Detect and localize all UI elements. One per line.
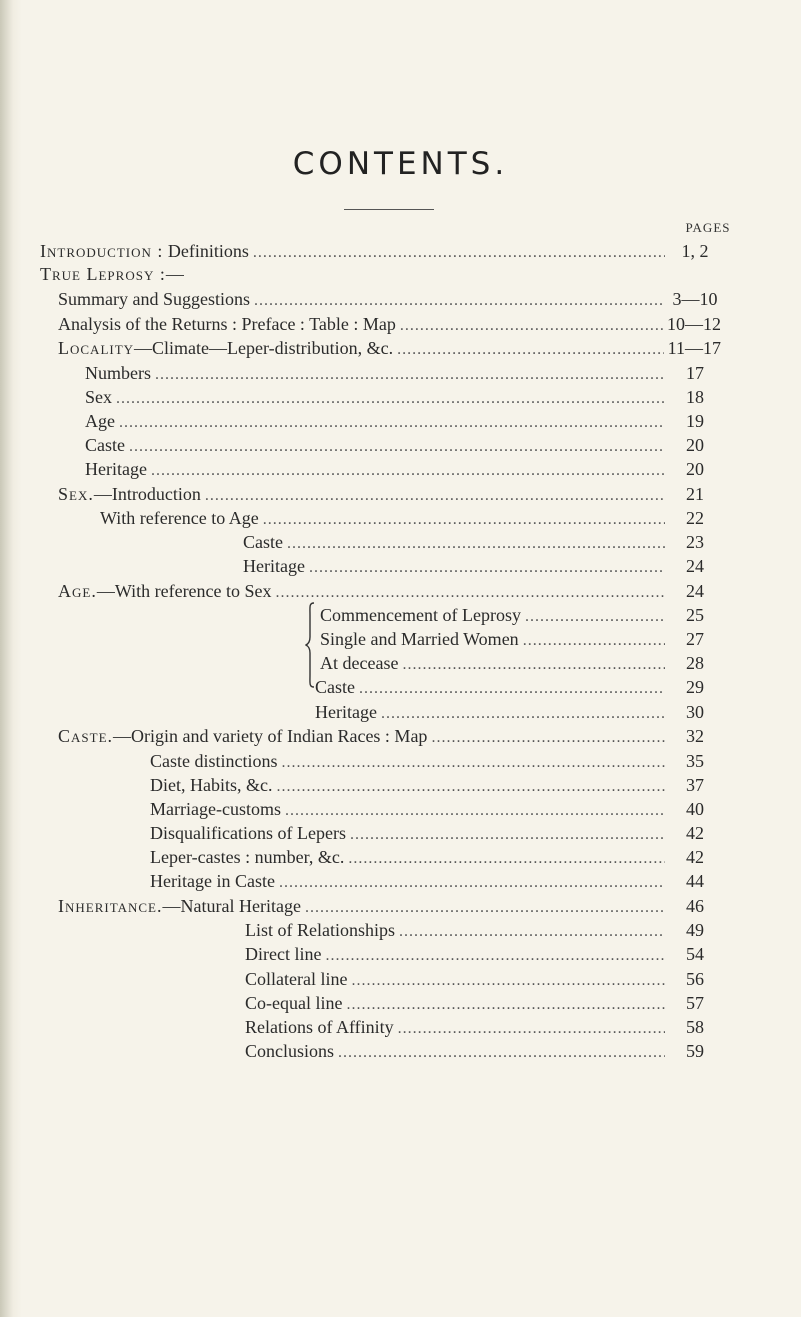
brace-icon: [305, 601, 315, 689]
section-heading: Introduction :: [40, 241, 164, 261]
toc-entry-label: Heritage: [85, 459, 147, 479]
toc-entry-locality: [58, 335, 721, 361]
page-number: 40: [686, 799, 704, 819]
toc-entry-text: —Climate—Leper-distribution, &c.: [134, 338, 394, 358]
toc-subentry: [85, 408, 721, 434]
page-number: 58: [686, 1017, 704, 1037]
toc-entry-label: Caste: [243, 532, 283, 552]
toc-entry-inheritance: [58, 893, 721, 919]
page-number: 35: [686, 751, 704, 771]
toc-subentry: [245, 1014, 721, 1040]
section-heading: Age.: [58, 581, 97, 601]
toc-subentry: [243, 529, 721, 555]
page-number: 18: [686, 387, 704, 407]
toc-subentry: [150, 748, 721, 774]
page-number: 23: [686, 532, 704, 552]
dot-leader: [253, 240, 665, 266]
toc-entry-label: Summary and Suggestions: [58, 289, 250, 309]
toc-entry-label: Collateral line: [245, 969, 348, 989]
toc-entry-label: [58, 578, 272, 604]
section-heading: Locality: [58, 338, 135, 358]
page-title: CONTENTS.: [292, 146, 509, 182]
toc-subentry: [320, 602, 721, 628]
toc-entry-sex: [58, 481, 721, 507]
toc-entry-label: Co-equal line: [245, 993, 343, 1013]
toc-entry-label: Leper-castes : number, &c.: [150, 847, 345, 867]
toc-subentry: [100, 505, 721, 531]
page-number: 11—17: [667, 338, 721, 358]
toc-entry-label: Heritage in Caste: [150, 871, 275, 891]
toc-entry-age: [58, 578, 721, 604]
toc-entry-label: Direct line: [245, 944, 322, 964]
section-heading-true-leprosy: True Leprosy :—: [40, 264, 185, 284]
toc-subentry: [150, 844, 721, 870]
toc-entry-label: [58, 335, 393, 361]
toc-entry-label: Caste: [315, 677, 355, 697]
toc-entry-label: Age: [85, 411, 115, 431]
toc-entry-label: Disqualifications of Lepers: [150, 823, 346, 843]
toc-subentry: [85, 456, 721, 482]
page-edge-shadow: [0, 0, 22, 1317]
page-number: 44: [686, 871, 704, 891]
section-heading: Sex.: [58, 484, 94, 504]
toc-entry-caste: [58, 723, 721, 749]
section-heading: Caste.: [58, 726, 114, 746]
toc-entry-label: Diet, Habits, &c.: [150, 775, 273, 795]
toc-entry-label: At decease: [320, 653, 399, 673]
page-number: 42: [686, 823, 704, 843]
toc-entry-label: [58, 723, 427, 749]
toc-entry-label: With reference to Age: [100, 508, 259, 528]
page-number: 56: [686, 969, 704, 989]
dot-leader: [338, 1040, 665, 1066]
page-number: 19: [686, 411, 704, 431]
toc-entry-label: Caste distinctions: [150, 751, 278, 771]
page-number: 10—12: [667, 314, 721, 334]
toc-subentry: [320, 650, 721, 676]
page-number: 22: [686, 508, 704, 528]
page-number: 17: [686, 363, 704, 383]
toc-subentry: [150, 772, 721, 798]
toc-entry-label: Heritage: [243, 556, 305, 576]
toc-subentry: [320, 626, 721, 652]
page-number: 59: [686, 1041, 704, 1061]
toc-entry-text: —With reference to Sex: [96, 581, 272, 601]
toc-entry-text: —Natural Heritage: [162, 896, 301, 916]
page-number: 46: [686, 896, 704, 916]
toc-entry-label: List of Relationships: [245, 920, 395, 940]
toc-entry-label: Sex: [85, 387, 112, 407]
toc-entry-label: Analysis of the Returns : Preface : Table : Map: [58, 314, 396, 334]
page-number: 29: [686, 677, 704, 697]
page-number: 1, 2: [681, 241, 709, 261]
toc-subentry: [315, 699, 721, 725]
toc-entry-analysis: [58, 311, 721, 337]
toc-subentry: [245, 941, 721, 967]
page-number: 30: [686, 702, 704, 722]
toc-entry-text: Definitions: [167, 241, 249, 261]
toc-subentry: [245, 917, 721, 943]
pages-column-header: PAGES: [685, 220, 731, 235]
page-number: 42: [686, 847, 704, 867]
page-number: 24: [686, 556, 704, 576]
page-number: 21: [686, 484, 704, 504]
page-number: 54: [686, 944, 704, 964]
page-number: 27: [686, 629, 704, 649]
toc-entry-summary: [58, 286, 721, 312]
toc-entry-label: [58, 893, 301, 919]
page-number: 25: [686, 605, 704, 625]
toc-entry-label: Single and Married Women: [320, 629, 519, 649]
toc-subentry: [85, 360, 721, 386]
page-number: 24: [686, 581, 704, 601]
page-number: 28: [686, 653, 704, 673]
toc-subentry: [150, 796, 721, 822]
toc-entry-label: [58, 481, 201, 507]
section-heading: Inheritance.: [58, 896, 163, 916]
page-number: 32: [686, 726, 704, 746]
page-number: 57: [686, 993, 704, 1013]
toc-entry-label: Conclusions: [245, 1041, 335, 1061]
toc-entry-label: Caste: [85, 435, 125, 455]
toc-entry-label: Commencement of Leprosy: [320, 605, 521, 625]
toc-entry-text: —Introduction: [93, 484, 201, 504]
toc-entry-text: —Origin and variety of Indian Races : Map: [113, 726, 428, 746]
toc-subentry: [150, 820, 721, 846]
title-divider: [344, 209, 434, 210]
toc-entry-label: Marriage-customs: [150, 799, 281, 819]
toc-subentry: [150, 868, 721, 894]
toc-subentry: [315, 674, 721, 700]
toc-entry-label: Relations of Affinity: [245, 1017, 394, 1037]
page-number: 49: [686, 920, 704, 940]
page-number: 37: [686, 775, 704, 795]
page-number: 20: [686, 435, 704, 455]
page-number: 20: [686, 459, 704, 479]
toc-subentry: [245, 1038, 721, 1064]
toc-entry-label: Heritage: [315, 702, 377, 722]
toc-subentry: [243, 553, 721, 579]
toc-subentry: [85, 384, 721, 410]
toc-entry-label: Numbers: [85, 363, 151, 383]
toc-subentry: [85, 432, 721, 458]
toc-subentry: [245, 990, 721, 1016]
page-number: 3—10: [672, 289, 718, 309]
toc-subentry: [245, 966, 721, 992]
